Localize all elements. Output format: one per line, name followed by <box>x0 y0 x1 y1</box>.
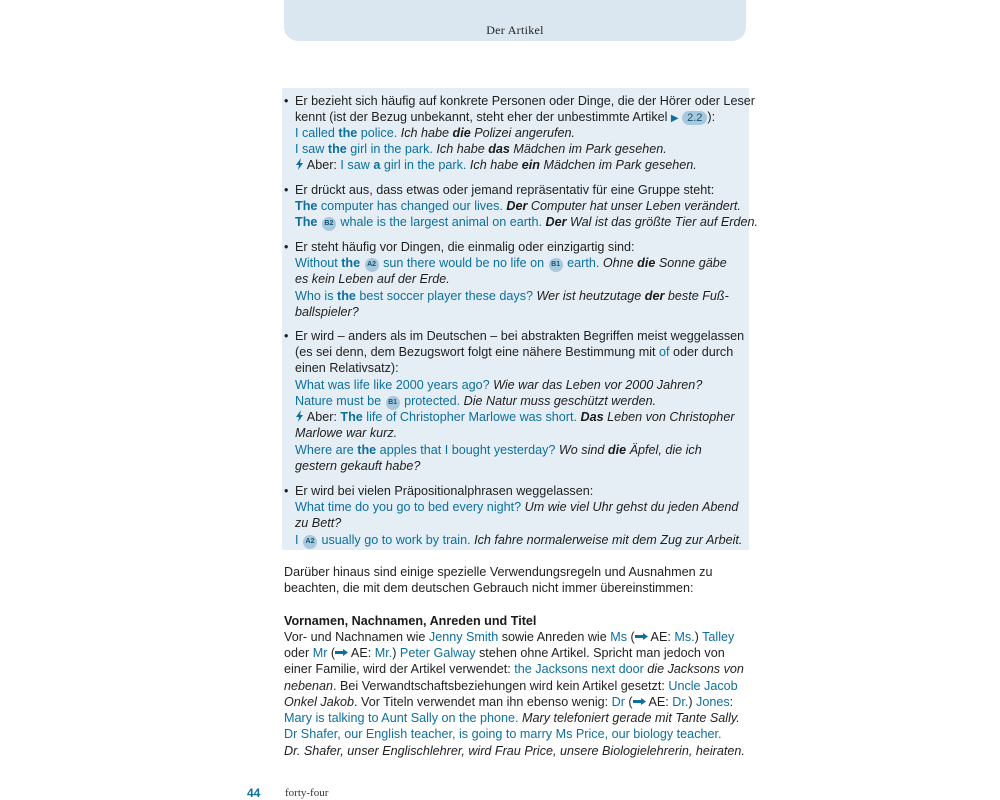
level-badge-b1: B1 <box>386 396 400 410</box>
page-number-words: forty-four <box>285 787 329 799</box>
example-line: I saw the girl in the park. Ich habe das Mädchen im Park gesehen. <box>295 142 667 156</box>
cross-reference-badge[interactable]: 2.2 <box>682 111 707 125</box>
bullet-3-line-1: • Er steht häufig vor Dingen, die einmalig oder einzigartig sind: <box>284 240 635 254</box>
example-line: Nature must be B1 protected. Die Natur muss geschützt werden. <box>295 394 657 408</box>
chapter-header-tab <box>284 0 746 41</box>
pointing-hand-icon <box>633 697 646 706</box>
bullet-4-line-1: • Er wird – anders als im Deutschen – bei abstrakten Begriffen meist weggelassen <box>284 329 745 343</box>
body-line: oder Mr ( AE: Mr.) Peter Galway stehen ohne Artikel. Spricht man jedoch von <box>284 646 725 660</box>
example-line: Marlowe war kurz. <box>295 426 398 440</box>
chapter-title: Der Artikel <box>486 23 544 37</box>
example-line: The computer has changed our lives. Der Computer hat unser Leben verändert. <box>295 199 741 213</box>
example-line: Without the A2 sun there would be no life on B1 earth. Ohne die Sonne gäbe <box>295 256 727 270</box>
body-line: nebenan. Bei Verwandtschaftsbeziehungen wird kein Artikel gesetzt: Uncle Jacob <box>284 679 738 693</box>
body-line: einer Familie, wird der Artikel verwendet: the Jacksons next door die Jacksons von <box>284 662 744 676</box>
example-line: zu Bett? <box>295 516 342 530</box>
example-line: Aber: The life of Christopher Marlowe was short. Das Leben von Christopher <box>295 409 735 425</box>
bullet-2-line-1: • Er drückt aus, dass etwas oder jemand repräsentativ für eine Gruppe steht: <box>284 183 715 197</box>
lightning-icon <box>295 158 304 170</box>
bullet-dot: • <box>284 329 289 343</box>
example-line: Where are the apples that I bought yesterday? Wo sind die Äpfel, die ich <box>295 443 702 457</box>
body-line: Dr Shafer, our English teacher, is going to marry Ms Price, our biology teacher. <box>284 727 722 741</box>
level-badge-a2: A2 <box>303 535 317 549</box>
intro-paragraph-line: beachten, die mit dem deutschen Gebrauch nicht immer übereinstimmen: <box>284 581 694 595</box>
example-line: ballspieler? <box>295 305 359 319</box>
level-badge-a2: A2 <box>365 258 379 272</box>
example-line: gestern gekauft habe? <box>295 459 421 473</box>
bullet-4-line-3: einen Relativsatz): <box>295 361 399 375</box>
bullet-dot: • <box>284 240 289 254</box>
intro-paragraph-line: Darüber hinaus sind einige spezielle Verwendungsregeln und Ausnahmen zu <box>284 565 713 579</box>
level-badge-b1: B1 <box>549 258 563 272</box>
bullet-5-line-1: • Er wird bei vielen Präpositionalphrasen weggelassen: <box>284 484 594 498</box>
page-number: 44 <box>247 786 261 800</box>
example-line: What time do you go to bed every night? Um wie viel Uhr gehst du jeden Abend <box>295 500 739 514</box>
section-heading: Vornamen, Nachnamen, Anreden und Titel <box>284 614 537 628</box>
bullet-dot: • <box>284 94 289 108</box>
body-line: Mary is talking to Aunt Sally on the phone. Mary telefoniert gerade mit Tante Sally. <box>284 711 740 725</box>
example-line: Aber: I saw a girl in the park. Ich habe ein Mädchen im Park gesehen. <box>295 157 697 173</box>
bullet-1-line-2: kennt (ist der Bezug unbekannt, steht eher der unbestimmte Artikel ▶ 2.2 ): <box>295 110 716 124</box>
example-line: What was life like 2000 years ago? Wie war das Leben vor 2000 Jahren? <box>295 378 703 392</box>
bullet-dot: • <box>284 183 289 197</box>
example-line: I called the police. Ich habe die Polizei angerufen. <box>295 126 576 140</box>
bullet-dot: • <box>284 484 289 498</box>
example-line: I A2 usually go to work by train. Ich fahre normalerweise mit dem Zug zur Arbeit. <box>295 533 743 547</box>
level-badge-b2: B2 <box>322 217 336 231</box>
body-line: Dr. Shafer, unser Englischlehrer, wird Frau Price, unsere Biologielehrerin, heiraten. <box>284 744 745 758</box>
bullet-1-line-1: • Er bezieht sich häufig auf konkrete Personen oder Dinge, die der Hörer oder Leser <box>284 94 755 108</box>
reference-arrow-icon: ▶ <box>670 113 679 124</box>
lightning-icon <box>295 410 304 422</box>
pointing-hand-icon <box>335 648 348 657</box>
example-line: Who is the best soccer player these days? Wer ist heutzutage der beste Fuß- <box>295 289 729 303</box>
body-line: Vor- und Nachnamen wie Jenny Smith sowie Anreden wie Ms ( AE: Ms.) Talley <box>284 630 735 644</box>
example-line: es kein Leben auf der Erde. <box>295 272 450 286</box>
body-line: Onkel Jakob. Vor Titeln verwendet man ihn ebenso wenig: Dr ( AE: Dr.) Jones: <box>284 695 734 709</box>
example-line: The B2 whale is the largest animal on earth. Der Wal ist das größte Tier auf Erden. <box>295 215 758 229</box>
pointing-hand-icon <box>635 632 648 641</box>
bullet-4-line-2: (es sei denn, dem Bezugswort folgt eine nähere Bestimmung mit of oder durch <box>295 345 734 359</box>
